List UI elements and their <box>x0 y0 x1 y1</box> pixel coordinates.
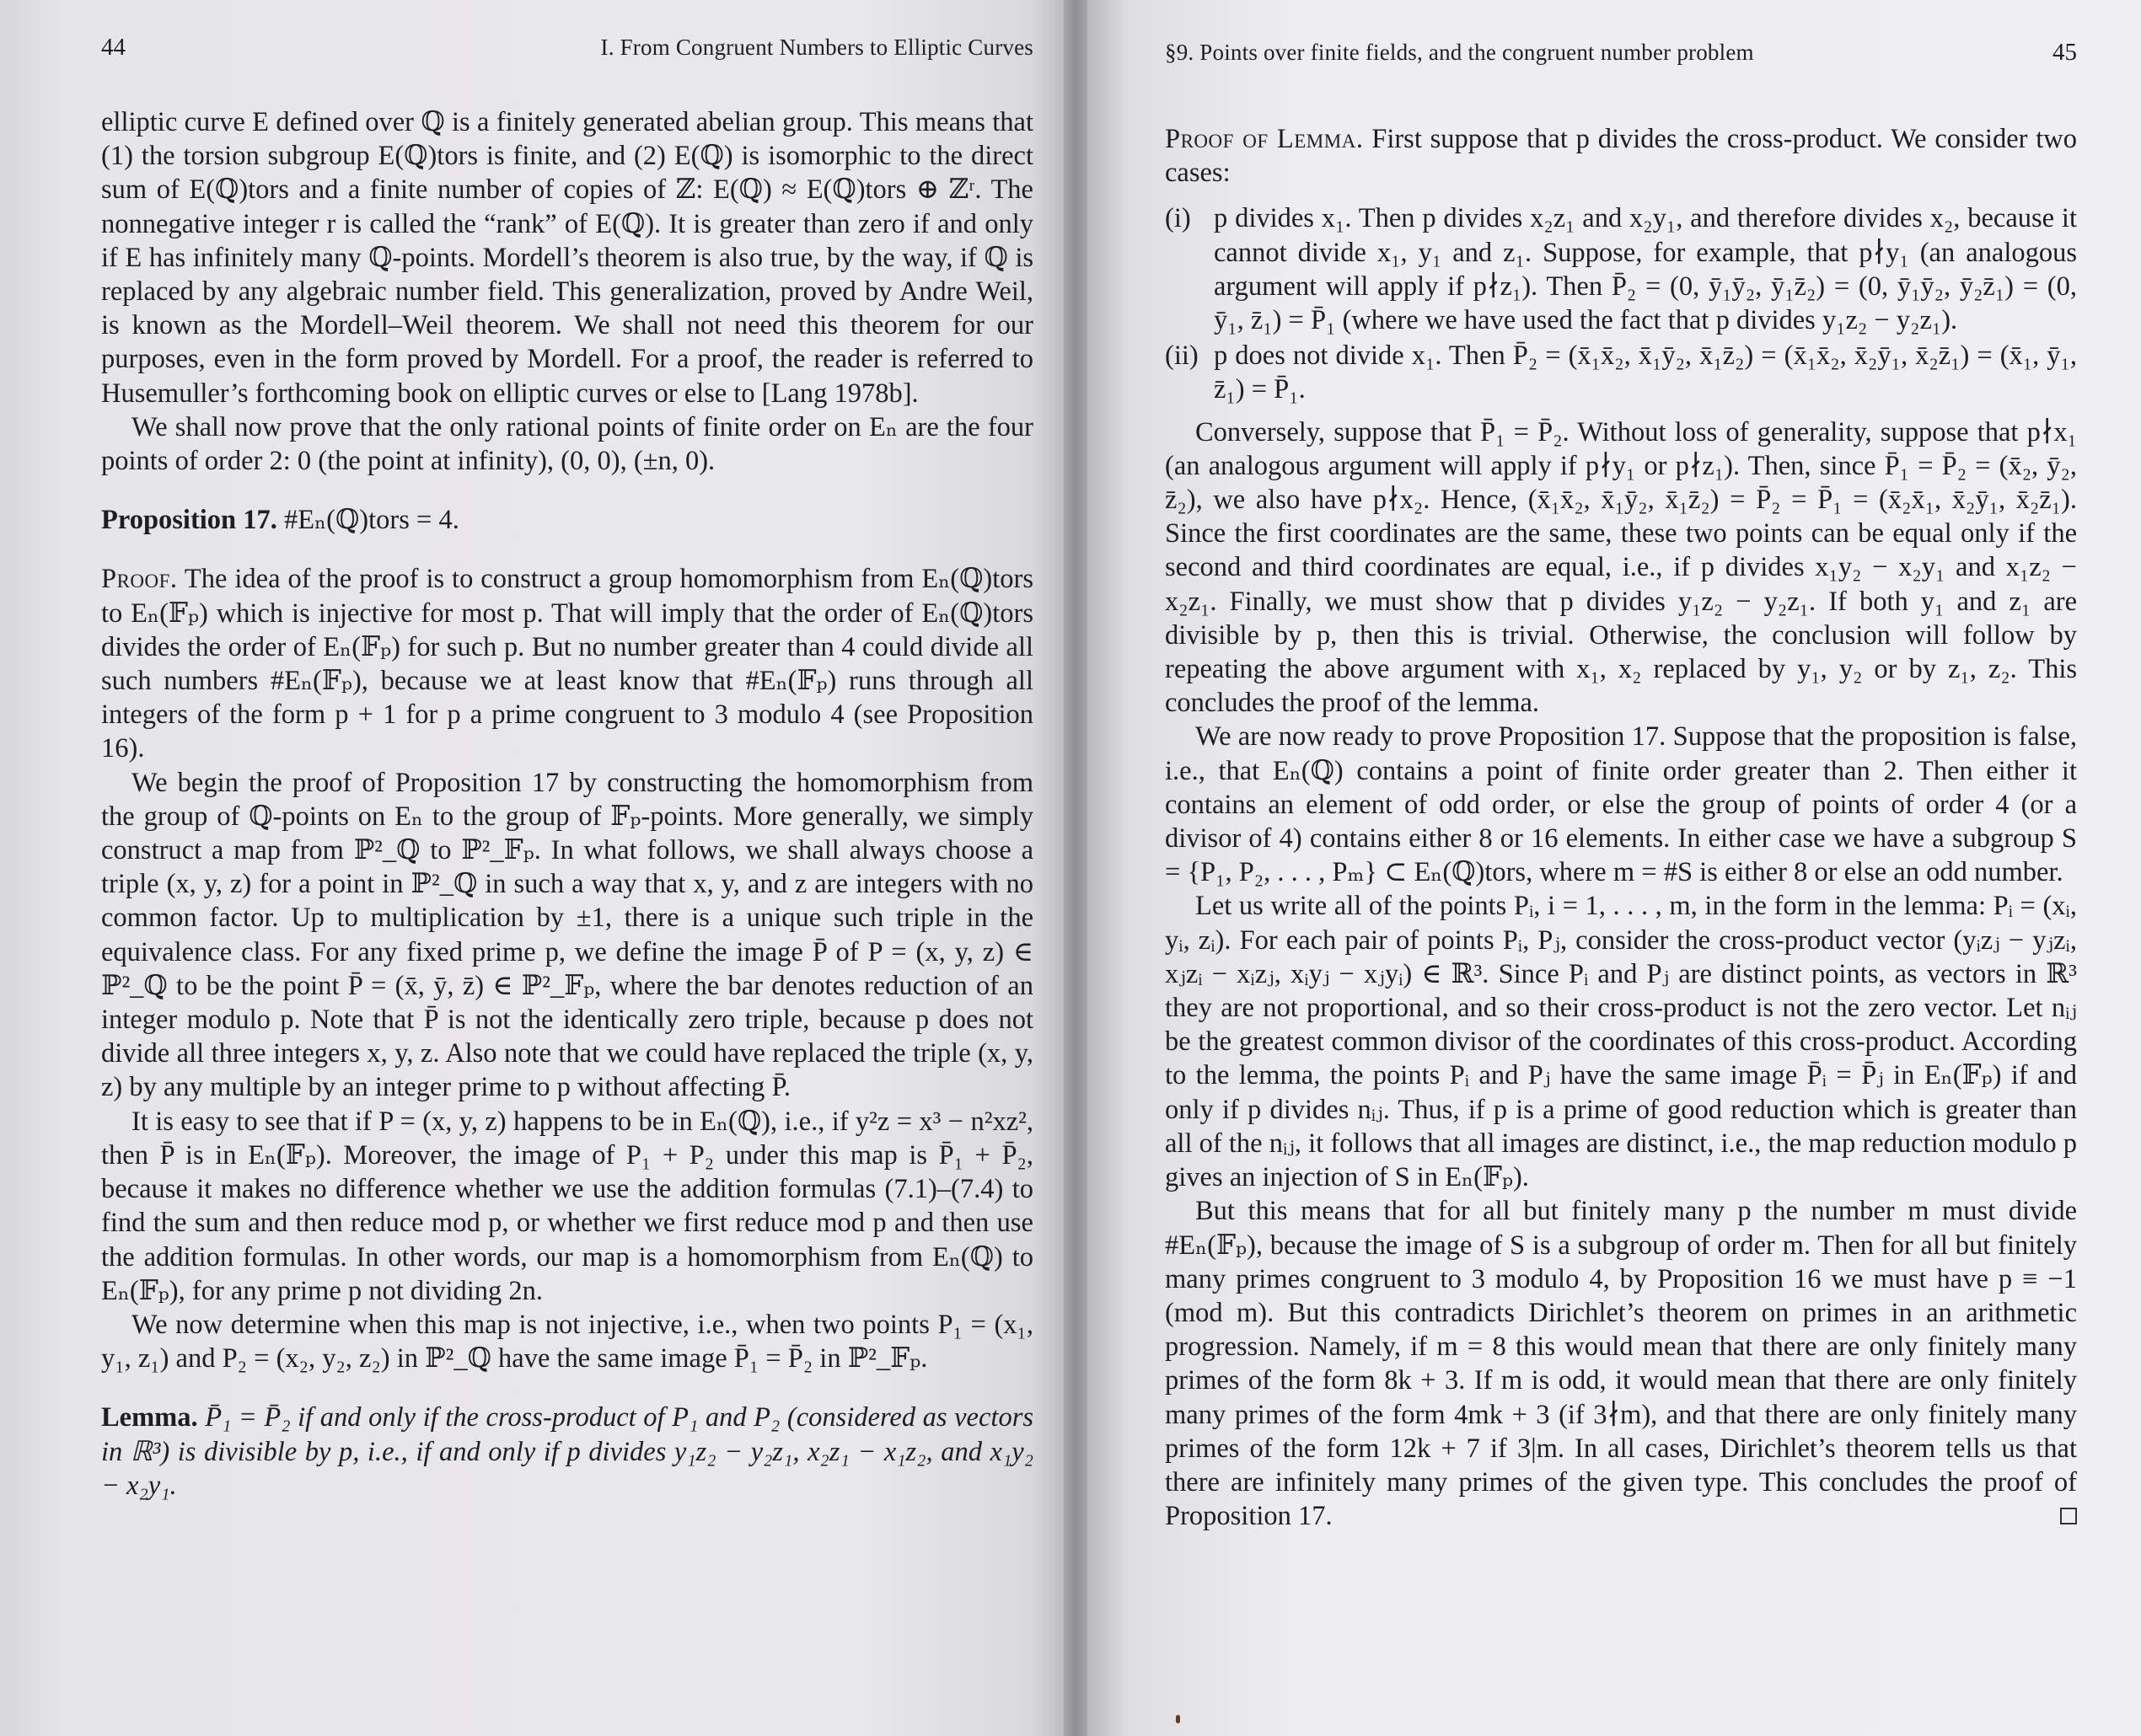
proof-text: The idea of the proof is to construct a group homomorphism from Eₙ(ℚ)tors to Eₙ(𝔽ₚ) which is injective for most p. That will imply that the order of Eₙ(ℚ)tors divides the order of Eₙ(𝔽ₚ) for such p. But no number greater than 4 could divide all such numbers #Eₙ(𝔽ₚ), because we at least know that #Eₙ(𝔽ₚ) runs through all integers of the form p + 1 for p a prime congruent to 3 modulo 4 (see Proposition 16). <box>101 564 1033 764</box>
qed-symbol <box>2060 1508 2077 1524</box>
paragraph-prove-prop17: We are now ready to prove Proposition 17. Suppose that the proposition is false, i.e., that Eₙ(ℚ) contains a point of finite order greater than 2. Then either it contains an element of odd order, or else the group of points of order 4 (or a divisor of 4) contains either 8 or 16 elements. In either case we have a subgroup S = {P₁, P₂, . . . , Pₘ} ⊂ Eₙ(ℚ)tors, where m = #S is either 8 or else an odd number. <box>1165 721 2077 888</box>
right-page <box>1087 0 2141 1736</box>
proposition-label: Proposition 17. <box>101 505 277 536</box>
paragraph-cross-product: Let us write all of the points Pᵢ, i = 1, . . . , m, in the form in the lemma: Pᵢ = (xᵢ, yᵢ, zᵢ). For each pair of points Pᵢ, Pⱼ, consider the cross-product vector (yᵢzⱼ − yⱼzᵢ, xⱼzᵢ − xᵢzⱼ, xᵢyⱼ − xⱼyᵢ) ∈ ℝ³. Since Pᵢ and Pⱼ are distinct points, as vectors in ℝ³ they are not proportional, and so their cross-product is not the zero vector. Let nᵢⱼ be the greatest common divisor of the coordinates of this cross-product. According to the lemma, the points Pᵢ and Pⱼ have the same image P̄ᵢ = P̄ⱼ in Eₙ(𝔽ₚ) if and only if p divides nᵢⱼ. Thus, if p is a prime of good reduction which is greater than all of the nᵢⱼ, it follows that all images are distinct, i.e., the map reduction modulo p gives an injection of S in Eₙ(𝔽ₚ). <box>1165 891 2077 1193</box>
proposition-text: #Eₙ(ℚ)tors = 4. <box>276 505 459 536</box>
left-page-header <box>101 34 1033 62</box>
left-running-head: I. From Congruent Numbers to Elliptic Curves <box>600 35 1033 60</box>
lemma <box>101 1401 1033 1503</box>
proof-of-lemma <box>1165 122 2077 190</box>
dirichlet-text: But this means that for all but finitely many p the number m must divide #Eₙ(𝔽ₚ), because the image of S is a subgroup of order m. Then for all but finitely many primes congruent to 3 modulo 4, by Proposition 16 we must have p ≡ −1 (mod m). But this contradicts Dirichlet’s theorem on primes in an arithmetic progression. Namely, if m = 8 this would mean that there are only finitely many primes of the form 8k + 3. If m is odd, it would mean that there are only finitely many primes of the form 4mk + 3 (if 3∤m), and that there are only finitely many primes of the form 12k + 7 if 3|m. In all cases, Dirichlet’s theorem tells us that there are infinitely many primes of the given type. This concludes the proof of Proposition 17. <box>1165 1196 2077 1532</box>
left-page-number: 44 <box>101 34 126 61</box>
proof-of-lemma-text: First suppose that p divides the cross-product. We consider two cases: <box>1165 124 2077 189</box>
left-page <box>0 0 1064 1736</box>
right-running-head: §9. Points over finite fields, and the congruent number problem <box>1165 40 1754 65</box>
proof-label: Proof. <box>101 564 178 595</box>
case-label: (i) <box>1165 203 1191 234</box>
right-page-header <box>1165 39 2077 67</box>
proof-of-lemma-label: Proof of Lemma. <box>1165 124 1364 154</box>
lemma-label: Lemma. <box>101 1402 198 1433</box>
ink-mark <box>1176 1715 1180 1723</box>
case-list <box>1165 201 2077 406</box>
book-gutter <box>1064 0 1087 1736</box>
proposition-17 <box>101 503 1033 537</box>
paragraph-injectivity: We now determine when this map is not injective, i.e., when two points P₁ = (x₁, y₁, z₁) and P₂ = (x₂, y₂, z₂) in ℙ²_ℚ have the same image P̄₁ = P̄₂ in ℙ²_𝔽ₚ. <box>101 1309 1033 1374</box>
lemma-text: P̄₁ = P̄₂ if and only if the cross-product of P₁ and P₂ (considered as vectors in ℝ³) is divisible by p, i.e., if and only if p divides y₁z₂ − y₂z₁, x₂z₁ − x₁z₂, and x₁y₂ − x₂y₁. <box>101 1402 1033 1501</box>
paragraph-dirichlet <box>1165 1194 2077 1533</box>
case-text: p divides x₁. Then p divides x₂z₁ and x₂y₁, and therefore divides x₂, because it cannot divide x₁, y₁ and z₁. Suppose, for example, that p∤y₁ (an analogous argument will apply if p∤z₁). Then P̄₂ = (0, ȳ₁ȳ₂, ȳ₁z̄₂) = (0, ȳ₁ȳ₂, ȳ₂z̄₁) = (0, ȳ₁, z̄₁) = P̄₁ (where we have used the fact that p divides y₁z₂ − y₂z₁). <box>1214 203 2077 336</box>
paragraph-converse: Conversely, suppose that P̄₁ = P̄₂. Without loss of generality, suppose that p∤x₁ (an analogous argument will apply if p∤y₁ or p∤z₁). Then, since P̄₁ = P̄₂ = (x̄₂, ȳ₂, z̄₂), we also have p∤x₂. Hence, (x̄₁x̄₂, x̄₁ȳ₂, x̄₁z̄₂) = P̄₂ = P̄₁ = (x̄₂x̄₁, x̄₂ȳ₁, x̄₂z̄₁). Since the first coordinates are the same, these two points can be equal only if the second and third coordinates are equal, i.e., if p divides x₁y₂ − x₂y₁ and x₁z₂ − x₂z₁. Finally, we must show that p divides y₁z₂ − y₂z₁. If both y₁ and z₁ are divisible by p, then this is trivial. Otherwise, the conclusion will follow by repeating the above argument with x₁, x₂ replaced by y₁, y₂ or by z₁, z₂. This concludes the proof of the lemma. <box>1165 416 2077 719</box>
case-label: (ii) <box>1165 340 1199 372</box>
paragraph-torsion-claim: We shall now prove that the only rational points of finite order on Eₙ are the four points of order 2: 0 (the point at infinity), (0, 0), (±n, 0). <box>101 411 1033 477</box>
case-item <box>1165 201 2077 337</box>
case-item <box>1165 339 2077 406</box>
paragraph-mordell: elliptic curve E defined over ℚ is a finitely generated abelian group. This means that (1) the torsion subgroup E(ℚ)tors is finite, and (2) E(ℚ) is isomorphic to the direct sum of E(ℚ)tors and a finite number of copies of ℤ: E(ℚ) ≈ E(ℚ)tors ⊕ ℤʳ. The nonnegative integer r is called the “rank” of E(ℚ). It is greater than zero if and only if E has infinitely many ℚ-points. Mordell’s theorem is also true, by the way, if ℚ is replaced by any algebraic number field. This generalization, proved by Andre Weil, is known as the Mordell–Weil theorem. We shall not need this theorem for our purposes, even in the form proved by Mordell. For a proof, the reader is referred to Husemuller’s forthcoming book on elliptic curves or else to [Lang 1978b]. <box>101 107 1033 409</box>
right-page-number: 45 <box>2052 39 2077 66</box>
case-text: p does not divide x₁. Then P̄₂ = (x̄₁x̄₂, x̄₁ȳ₂, x̄₁z̄₂) = (x̄₁x̄₂, x̄₂ȳ₁, x̄₂z̄₁) = (x̄₁, ȳ₁, z̄₁) = P̄₁. <box>1214 340 2077 405</box>
paragraph-reduction-map: It is easy to see that if P = (x, y, z) happens to be in Eₙ(ℚ), i.e., if y²z = x³ − n²xz², then P̄ is in Eₙ(𝔽ₚ). Moreover, the image of P₁ + P₂ under this map is P̄₁ + P̄₂, because it makes no difference whether we use the addition formulas (7.1)–(7.4) to find the sum and then reduce mod p, or whether we first reduce mod p and then use the addition formulas. In other words, our map is a homomorphism from Eₙ(ℚ) to Eₙ(𝔽ₚ), for any prime p not dividing 2n. <box>101 1106 1033 1306</box>
proof-paragraph <box>101 562 1033 765</box>
paragraph-homomorphism: We begin the proof of Proposition 17 by constructing the homomorphism from the group of ℚ-points on Eₙ to the group of 𝔽ₚ-points. More generally, we simply construct a map from ℙ²_ℚ to ℙ²_𝔽ₚ. In what follows, we shall always choose a triple (x, y, z) for a point in ℙ²_ℚ in such a way that x, y, and z are integers with no common factor. Up to multiplication by ±1, there is a unique such triple in the equivalence class. For any fixed prime p, we define the image P̄ of P = (x, y, z) ∈ ℙ²_ℚ to be the point P̄ = (x̄, ȳ, z̄) ∈ ℙ²_𝔽ₚ, where the bar denotes reduction of an integer modulo p. Note that P̄ is not the identically zero triple, because p does not divide all three integers x, y, z. Also note that we could have replaced the triple (x, y, z) by any multiple by an integer prime to p without affecting P̄. <box>101 767 1033 1103</box>
